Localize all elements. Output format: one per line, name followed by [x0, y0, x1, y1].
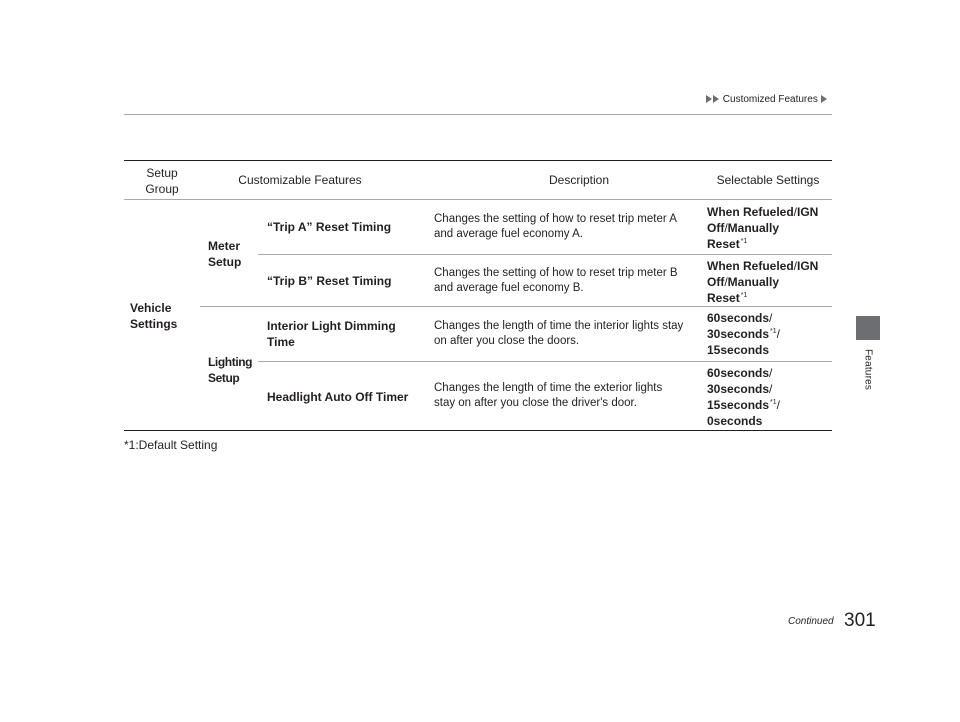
page-number: 301: [844, 610, 876, 631]
feature-trip-a-reset-timing: “Trip A” Reset Timing: [267, 220, 392, 234]
settings-headlight-auto-off: 60seconds/ 30seconds/ 15seconds$^{*1}$/ 0seconds: [707, 366, 781, 428]
row-divider: [258, 361, 832, 362]
settings-trip-b: When Refueled/IGN Off/Manually Reset$^{*1}$: [707, 259, 819, 305]
setup-group-vehicle-settings: Vehicle Settings: [130, 301, 178, 331]
triangle-right-icon: [713, 95, 719, 103]
triangle-right-icon: [821, 95, 827, 103]
header-selectable-settings: Selectable Settings: [716, 173, 820, 187]
breadcrumb-label: Customized Features: [722, 94, 818, 105]
feature-headlight-auto-off-timer: Headlight Auto Off Timer: [267, 390, 409, 404]
header-rule: [124, 114, 832, 115]
header-setup-group: Setup Group: [145, 166, 179, 196]
default-setting-mark: *1: [740, 292, 748, 299]
description-headlight-auto-off: Changes the length of time the exterior lights stay on after you close the driver's door.: [434, 382, 663, 409]
continued-label: Continued: [788, 616, 834, 627]
triangle-right-icon: [706, 95, 712, 103]
customization-table: [124, 160, 832, 431]
description-interior-light-dimming: Changes the length of time the interior lights stay on after you close the doors.: [434, 320, 684, 347]
header-bottom-rule: [124, 199, 832, 200]
breadcrumb: [706, 94, 828, 105]
chapter-tab[interactable]: [856, 316, 880, 340]
table-bottom-rule: [124, 430, 832, 431]
settings-interior-light-dimming: 60seconds/ 30seconds$^{*1}$/ 15seconds: [707, 311, 781, 357]
settings-trip-a: When Refueled/IGN Off/Manually Reset$^{*1}$: [707, 205, 819, 251]
header-description: Description: [548, 173, 610, 187]
description-trip-b: Changes the setting of how to reset trip meter B and average fuel economy B.: [434, 267, 678, 294]
table-top-rule: [124, 160, 832, 161]
default-setting-mark: *1: [770, 328, 777, 335]
group-divider: [200, 306, 832, 307]
feature-trip-b-reset-timing: “Trip B” Reset Timing: [267, 274, 392, 288]
header-customizable-features: Customizable Features: [238, 173, 362, 187]
default-setting-mark: *1: [770, 399, 777, 406]
default-setting-mark: *1: [740, 238, 748, 245]
footnote-default-setting: *1:Default Setting: [124, 438, 218, 452]
feature-interior-light-dimming-time: Interior Light Dimming Time: [267, 319, 396, 349]
chapter-tab-label: Features: [862, 349, 874, 391]
description-trip-a: Changes the setting of how to reset trip meter A and average fuel economy A.: [434, 213, 677, 240]
row-divider: [258, 254, 832, 255]
subgroup-meter-setup: Meter Setup: [208, 239, 242, 269]
subgroup-lighting-setup: Lighting Setup: [208, 355, 253, 385]
